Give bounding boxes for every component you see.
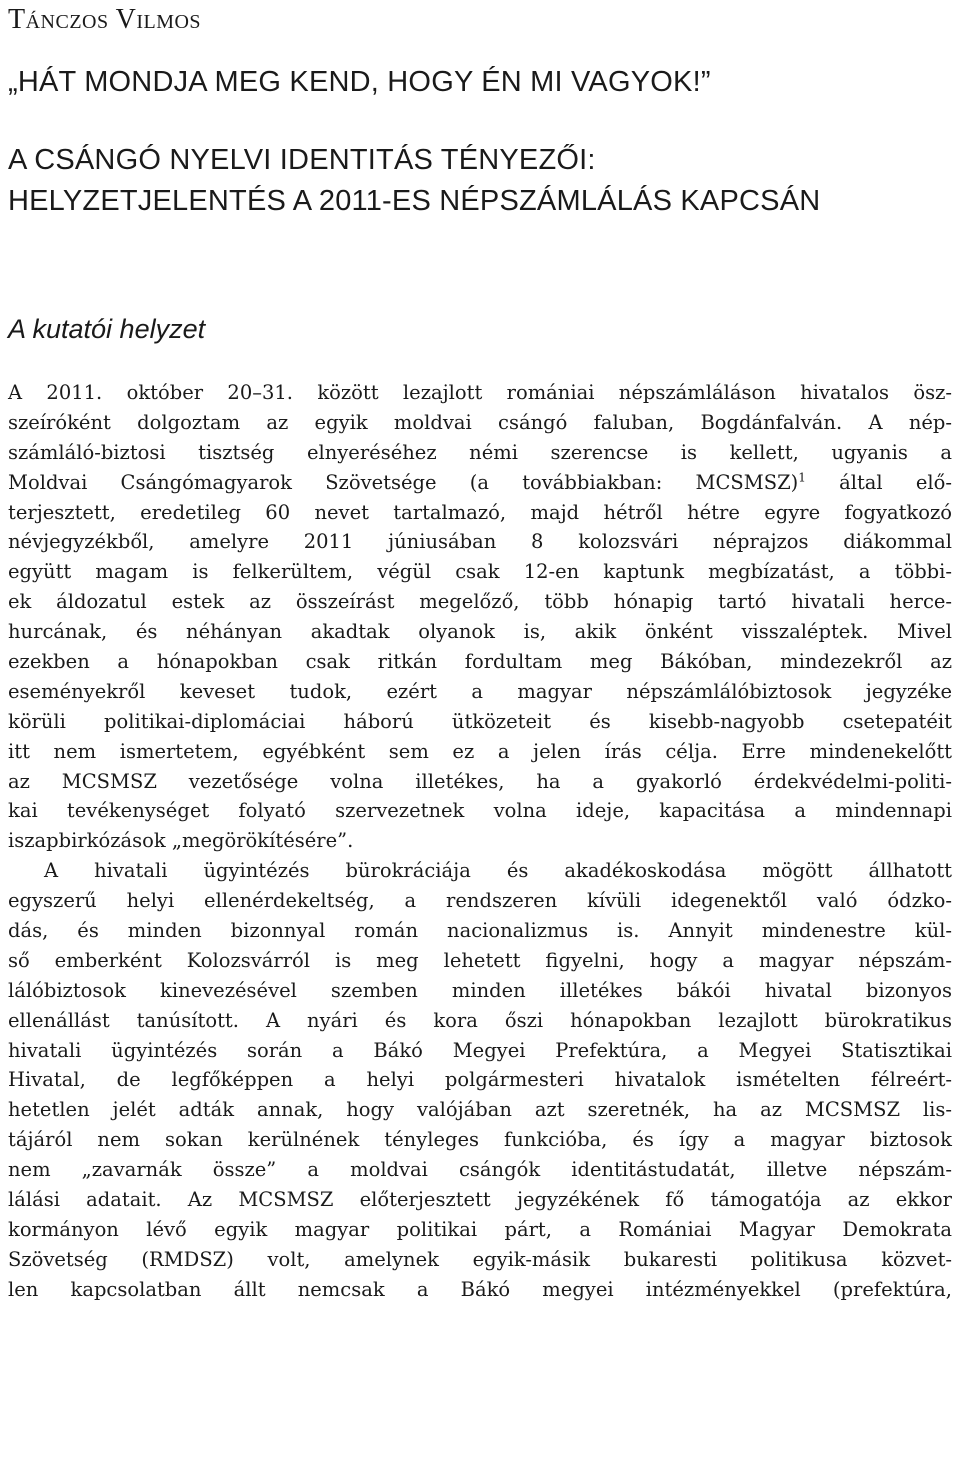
body-line: A hivatali ügyintézés bürokráciája és akadékoskodása mögött állhatott [44,859,952,883]
body-line: eseményekről keveset tudok, ezért a magyar népszámlálóbiztosok jegyzéke [8,679,952,703]
author-name: Tánczos Vilmos [8,4,202,35]
body-line: dás, és minden bizonnyal román nacionalizmus is. Annyit mindenestre kül- [8,919,952,943]
body-line: lálóbiztosok kinevezésével szemben minden illetékes bákói hivatal bizonyos [8,978,952,1002]
body-line: körüli politikai-diplomáciai háború ütközeteit és kisebb-nagyobb csetepatéit [8,709,952,733]
body-line: Hivatal, de legfőképpen a helyi polgármesteri hivatalok ismételten félreért- [8,1068,952,1092]
body-line: egyszerű helyi ellenérdekeltség, a rendszeren kívüli idegenektől való ódzko- [8,889,952,913]
body-line: ellenállást tanúsított. A nyári és kora őszi hónapokban lezajlott bürokratikus [8,1008,952,1032]
subtitle-line: HELYZETJELENTÉS A 2011-ES NÉPSZÁMLÁLÁS KAPCSÁN [8,185,821,217]
article-subtitle [8,140,820,222]
body-line: hetetlen jelét adták annak, hogy valójában azt szeretnék, ha az MCSMSZ lis- [8,1098,952,1122]
body-line: az MCSMSZ vezetősége volna illetékes, ha a gyakorló érdekvédelmi-politi- [8,769,952,793]
body-line: szeíróként dolgoztam az egyik moldvai csángó faluban, Bogdánfalván. A nép- [8,410,952,434]
body-line: tájáról nem sokan kerülnének tényleges funkcióba, és így a magyar biztosok [8,1128,952,1152]
body-line: együtt magam is felkerültem, végül csak 12-en kaptunk megbízatást, a többi- [8,560,952,584]
body-line: itt nem ismertetem, egyébként sem ez a jelen írás célja. Erre mindenekelőtt [8,739,952,763]
body-line: ső emberként Kolozsvárról is meg lehetett figyelni, hogy a magyar népszám- [8,948,952,972]
body-line: kormányon lévő egyik magyar politikai párt, a Romániai Magyar Demokrata [8,1217,952,1241]
body-line: névjegyzékből, amelyre 2011 júniusában 8 kolozsvári néprajzos diákommal [8,530,952,554]
body-line: terjesztett, eredetileg 60 nevet tartalmazó, majd hétről hétre egyre fogyatkozó [8,500,952,524]
body-line: kai tevékenységet folyató szervezetnek volna ideje, kapacitása a mindennapi [8,799,952,823]
body-line: lálási adatait. Az MCSMSZ előterjesztett jegyzékének fő támogatója az ekkor [8,1188,952,1212]
body-line: hivatali ügyintézés során a Bákó Megyei Prefektúra, a Megyei Statisztikai [8,1038,952,1062]
body-line: hurcának, és néhányan akadtak olyanok is, akik önként visszaléptek. Mivel [8,620,952,644]
body-line: nem „zavarnák össze” a moldvai csángók identitástudatát, illetve népszám- [8,1158,952,1182]
body-line-part: Moldvai Csángómagyarok Szövetsége (a továbbiakban: MCSMSZ) [8,470,799,494]
body-line-with-footnote [8,468,952,498]
body-line: Szövetség (RMDSZ) volt, amelynek egyik-másik bukaresti politikusa közvet- [8,1247,952,1271]
subtitle-line: A CSÁNGÓ NYELVI IDENTITÁS TÉNYEZŐI: [8,144,596,176]
body-line-part: által elő- [805,470,952,494]
footnote-marker[interactable]: 1 [798,470,806,485]
body-line: számláló-biztosi tisztség elnyeréséhez némi szerencse is kellett, ugyanis a [8,440,952,464]
body-line: len kapcsolatban állt nemcsak a Bákó megyei intézményekkel (prefektúra, [8,1277,952,1301]
body-line: iszapbirkózások „megörökítésére”. [8,829,354,853]
article-title: „HÁT MONDJA MEG KEND, HOGY ÉN MI VAGYOK!” [8,66,711,98]
body-line: ek áldozatul estek az összeírást megelőző, több hónapig tartó hivatali herce- [8,590,952,614]
body-line: ezekben a hónapokban csak ritkán fordultam meg Bákóban, mindezekről az [8,650,952,674]
body-text [8,378,952,1305]
body-line: A 2011. október 20–31. között lezajlott romániai népszámláláson hivatalos ösz- [8,381,952,404]
section-heading: A kutatói helyzet [8,314,206,344]
